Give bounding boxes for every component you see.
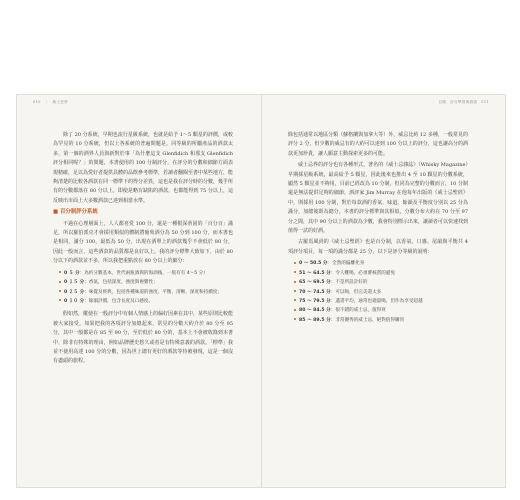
score-range: 0 １０ 分	[64, 298, 85, 304]
right-score-item	[294, 306, 468, 315]
score-desc: ：遺書平均，通常也適量喝，但作為享受超越	[330, 298, 423, 304]
score-range: 0 ５ 分	[64, 270, 80, 276]
bullet-icon	[294, 262, 296, 264]
score-desc: ：令人難喝，必須審核質的避免	[330, 270, 396, 276]
left-score-item	[59, 288, 233, 297]
left-score-list	[59, 269, 233, 307]
score-range: 51 ～ 64.5 分	[299, 270, 331, 276]
left-text-block	[53, 131, 233, 369]
left-paragraph-2: 不過在心理層面上，人人都喜愛 100 分，還是一種根深蒂固的「百分百」滿足，所以羅伯派克才會採用類似的體制將葡萄酒分為 50 分到 100 分，而本書也是相同，滿分 100，最低為 50 分，出現在酒單上的酒款幾乎不會低於 80 分，因此一般而言，這些酒款的品質都是良好以上。我的評分標準大致如下，由於 80 分以下的酒款並不多，所以我把重點放在 80 分以上的細分：	[53, 220, 233, 265]
score-desc: ：餘韻評價，包含長度及口感度。	[84, 298, 154, 304]
score-desc: ：很不錯的威士忌，值得買	[330, 308, 386, 314]
score-desc: ：香氣，包括深度、強度與複雜性；	[84, 280, 158, 286]
right-page	[262, 95, 505, 487]
left-running-head: 010 ｜ 威士忌學	[33, 100, 69, 104]
right-score-item	[294, 259, 468, 268]
left-score-item	[59, 297, 233, 306]
section-heading: ■ 百分制評分系統	[53, 209, 98, 216]
score-range: 85 ～ 89.5 分	[299, 317, 331, 323]
bullet-icon	[294, 290, 296, 292]
right-paragraph-3: 古羅馬風尚的《威士忌聖經》也是百分制，以香氣、口感、尾韻與平衡共 4 項評分項目，每一項的滿分都是 25 分，以下是評分等級的說明：	[288, 239, 468, 255]
score-range: 75 ～ 79.5 分	[299, 298, 331, 304]
score-range: 0 １５ 分	[64, 280, 85, 286]
right-score-item	[294, 288, 468, 297]
score-range: 0 ～ 50.5 分	[299, 261, 328, 267]
right-score-list	[294, 259, 468, 325]
score-range: 65 ～ 69.5 分	[299, 280, 331, 286]
right-score-item	[294, 297, 468, 306]
right-score-item	[294, 278, 468, 287]
left-score-item	[59, 269, 233, 278]
score-desc: ：非常優秀的威士忌，絕對值得購買	[330, 317, 405, 323]
bullet-icon	[294, 281, 296, 283]
bullet-icon	[294, 299, 296, 301]
bullet-icon	[59, 290, 61, 292]
bullet-icon	[59, 299, 61, 301]
right-paragraph-1: 除包括通常以地區分類（蘇格蘭與加拿大等）外，威忌比約 12 多種，一般常見的評分 2 分，但少數的威忌有的大約可以達到 100 分以上的評分，這也讓高分的酒款更加珍貴，讓人願意主動探索更多的可能。	[288, 132, 468, 157]
score-range: 80 ～ 84.5 分	[299, 308, 331, 314]
bullet-icon	[59, 271, 61, 273]
bullet-icon	[294, 309, 296, 311]
score-range: 0 ２５ 分	[64, 289, 85, 295]
left-score-item	[59, 278, 233, 287]
right-score-item	[294, 316, 468, 325]
score-desc: ：味覺及經典，包括各種味道的強度、平衡、清晰、深度和持續度；	[84, 289, 223, 295]
book-spread	[16, 94, 506, 488]
right-score-item	[294, 269, 468, 278]
score-range: 70 ～ 74.5 分	[299, 289, 331, 295]
score-desc: ：全然的偏離化身	[327, 261, 365, 267]
right-running-head: 目錄．評分準則與酒款 011	[438, 100, 489, 104]
score-desc: ：不是所設計好的	[330, 280, 368, 286]
left-paragraph-3: 假如然，縱使在一般評分中有個人情感上的偏好因素在其中，某些原則比較能被大家接受。如果把我的各項評分加總起來，常見的分數大約介於 80 分至 95 分，其中一般都是在 85 至 90 分，至於低於 80 分的，基本上不會被收錄到本書中，除非有特殊的理由，例如品牌歷史悠久或者是有特殊意義的酒款。「標準」我並不使用高達 100 分的分數，因為世上總有更好的酒款等待被發現，這是一個沒有盡頭的旅程。	[53, 311, 234, 365]
left-paragraph-1: 除了 20 分系統，早期也流行星級系統，也就是給予 1～5 顆星的評價，或較為罕見的 10 分系統，但以上各系統的普遍問題是，同等級的所屬產品的酒款太多，第一個的酒界人員與新對於事「為什麼這支 Glenfidich 和那支 Glenfidich 評分相同呢？」的問題，本書使用的 100 分制評分，在評分的分數和細節方面表現精確，足以為愛好者提供具體的品飲參考標準，若讀者翻閱至書中某些地方，能夠清楚的比較各酒款在同一標準下的得分差異，這也是我在評分時的分數，幾乎所有的分數都落在 80 分以上，即使是略有缺陷的酒款，也都能得到 75 分以上，這反映出市面上大多數酒款已達到相當水準。	[53, 132, 234, 204]
bullet-icon	[59, 281, 61, 283]
right-paragraph-2: 威士忌界的評分也有各種形式，著名的《威士忌雜誌》（Whisky Magazine）早期採星級系統，最高給予 5 顆星，因此後來也推出 4 至 10 顆星的分數系統，顯然 5 顆星並不夠用，目前已經改為 10 分制，但同為完整的分數而言，10 分制還是無法提供足夠的細節。酒評家 Jim Murray 在他每年出版的《威士忌聖經》中，則採用 100 分制，對於每款酒的香氣、味道、餘韻及平衡度分別以 25 分為滿分，加總後即為總分。本書的評分標準與其相似，分數分布大約在 70 分至 97 分之間，其中 90 分以上的酒款為少數，我會特別標示出來，讓讀者可以快速找到值得一試的好酒。	[288, 162, 468, 235]
left-page	[17, 95, 260, 487]
bullet-icon	[294, 271, 296, 273]
bullet-icon	[294, 318, 296, 320]
score-desc: ：為約分數基本，世代兩瓶酒與的海酒後，一般有有 4～5 分）	[79, 270, 208, 276]
right-text-block	[288, 131, 468, 329]
score-desc: ：可以喝，但完美還太多	[330, 289, 382, 295]
